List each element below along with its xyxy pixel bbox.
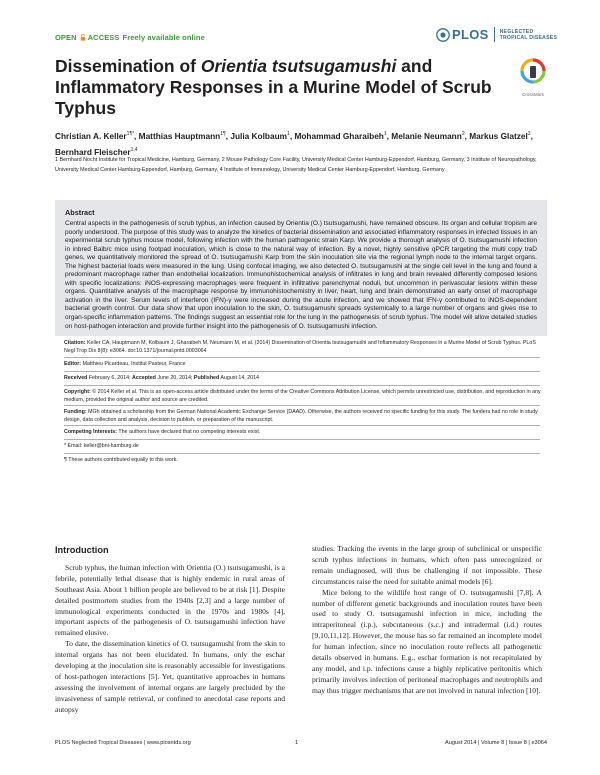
journal-name bbox=[500, 29, 558, 41]
right-column bbox=[312, 544, 542, 697]
crossmark-icon bbox=[520, 58, 546, 86]
left-column bbox=[55, 545, 285, 716]
article-title bbox=[55, 56, 525, 119]
divider bbox=[64, 425, 540, 426]
affiliations: 1 Bernhard Nocht Institute for Tropical Medicine, Hamburg, Germany, 2 Mouse Pathology Core Facility, University Medical Center Hamburg-Eppendorf, Hamburg, Germany, 3 Institute of Neuropathology, University Medical Center Hamburg-Eppendorf, Hamburg, Germany, 4 Institute of Immunology, University Medical Center Hamburg-Eppendorf, Hamburg, Germany bbox=[55, 157, 537, 173]
author-affil: 1¶ bbox=[220, 131, 226, 137]
title-part2: and Inflammatory Responses in a Murine Model of Scrub Typhus bbox=[55, 56, 492, 118]
logo-divider bbox=[494, 27, 495, 42]
author-affil: 3 bbox=[527, 131, 531, 137]
author-affil: 1¶* bbox=[126, 131, 135, 137]
competing-text: The authors have declared that no competing interests exist. bbox=[118, 429, 261, 435]
divider bbox=[64, 371, 540, 372]
competing-interests bbox=[64, 429, 544, 437]
divider bbox=[64, 439, 540, 440]
author-name: , Melanie Neumann bbox=[386, 130, 462, 141]
author-affil: 1 bbox=[287, 131, 290, 137]
title-part1: Dissemination of bbox=[55, 56, 201, 76]
published-date: August 14, 2014 bbox=[220, 375, 260, 381]
page-number: 1 bbox=[295, 740, 299, 746]
divider bbox=[64, 405, 540, 406]
divider bbox=[64, 453, 540, 454]
journal-name-line1: NEGLECTED bbox=[499, 28, 534, 35]
divider bbox=[64, 385, 540, 386]
abstract-heading: Abstract bbox=[65, 208, 95, 217]
plos-logo-icon bbox=[436, 28, 450, 42]
received-label: Received bbox=[64, 375, 88, 381]
title-italic: Orientia tsutsugamushi bbox=[200, 56, 397, 76]
editor bbox=[64, 361, 544, 369]
introduction-heading: Introduction bbox=[55, 545, 109, 555]
paragraph: To date, the dissemination kinetics of O. tsutsugamushi from the skin to internal organs has not been elucidated. In humans, only the eschar developing at the inoculation site is reasonably accessible for investigations of host-pathogen interactions [5]. Yet, quantitative approaches in humans assessing the involvement of internal organs are largely precluded by the invasiveness of sample retrieval, or confined to anecdotal case reports and autopsy bbox=[55, 639, 285, 714]
crossmark-label: CrossMark bbox=[522, 92, 544, 97]
dates bbox=[64, 375, 544, 383]
access-label: ACCESS bbox=[87, 33, 120, 42]
author-name: , Matthias Hauptmann bbox=[134, 130, 221, 141]
email-text[interactable]: * Email: keller@bni-hamburg.de bbox=[64, 443, 139, 449]
editor-text: Matthieu Picardeau, Institut Pasteur, France bbox=[82, 361, 186, 367]
open-lock-icon bbox=[80, 34, 86, 41]
paragraph: Scrub typhus, the human infection with Orientia (O.) tsutsugamushi, is a febrile, potentially lethal disease that is highly endemic in rural areas of Southeast Asia. About 1 billion people are believed to be at risk [1]. Despite detailed postmortem studies from the 1940s [2,3] and a large number of immunological experiments conducted in the 1970s and 1980s [4], important aspects of the pathogenesis of O. tsutsugamushi infection have remained elusive. bbox=[55, 562, 285, 638]
author-name: , Markus Glatzel bbox=[464, 130, 528, 141]
author-name: Christian A. Keller bbox=[55, 130, 127, 141]
abstract-box bbox=[55, 200, 547, 336]
crossmark-badge[interactable] bbox=[515, 58, 551, 97]
received-date: February 6, 2014; bbox=[88, 375, 131, 381]
copyright bbox=[64, 389, 544, 404]
open-access-badge bbox=[55, 33, 205, 42]
email[interactable] bbox=[64, 443, 544, 451]
author-affil: 2 bbox=[461, 131, 465, 137]
author-name: , Mohammad Gharaibeh bbox=[289, 130, 384, 141]
citation-label: Citation: bbox=[64, 340, 86, 346]
plos-wordmark: PLOS bbox=[452, 27, 489, 42]
paragraph: studies. Tracking the events in the large group of subclinical or unspecific scrub typhus infections in humans, which often pass unrecognized or remain undiagnosed, will thus be challenging if not impossible. These circumstances raise the need for suitable animal models [6]. bbox=[312, 544, 542, 586]
author-affil: 1,4 bbox=[130, 146, 138, 153]
citation bbox=[64, 340, 544, 355]
copyright-text: © 2014 Keller et al. This is an open-access article distributed under the terms of the Creative Commons Attribution License, which permits unrestricted use, distribution, and reproduction in any medium, provided the original author and source are credited. bbox=[64, 389, 541, 403]
author-affil: 1 bbox=[383, 131, 387, 137]
plos-ntd-logo bbox=[436, 27, 557, 42]
divider bbox=[64, 357, 540, 358]
published-label: Published bbox=[193, 375, 220, 381]
funding-label: Funding: bbox=[64, 409, 87, 415]
abstract-text: Central aspects in the pathogenesis of scrub typhus, an infection caused by Orientia (O.) tsutsugamushi, have remained obscure. Its organ and cellular tropism are poorly understood. The purpose of this study was to analyze the kinetics of bacterial dissemination and associated inflammatory responses in infected tissues in an experimental scrub typhus mouse model, following infection with the human pathogenic strain Karp. We provide a thorough analysis of O. tsutsugamushi infection in inbred Balb/c mice using footpad inoculation, which is close to the natural way of infection. By a novel, highly sensitive qPCR targeting the multi copy traD genes, we quantitatively monitored the spread of O. tsutsugamushi Karp from the skin inoculation site via the regional lymph node to the internal target organs. The highest bacterial loads were measured in the lung. Using confocal imaging, we also detected O. tsutsugamushi at the single cell level in the lung and found a predominant macrophage rather than endothelial localization. Immunohistochemical analysis of infiltrates in lung and brain revealed differently composed lesions with specific localizations: iNOS-expressing macrophages were frequent in infiltrative parenchymal noduli, but uncommon in perivascular lesions within these organs. Quantitative analysis of the macrophage response by immunohistochemistry in liver, heart, lung and brain demonstrated an early onset of macrophage activation in the liver. Serum levels of interferon (IFN)-γ were increased during the acute infection, and we showed that IFN-γ contributed to iNOS-dependent bacterial growth control. Our data show that upon inoculation to the skin, O. tsutsugamushi spreads systemically to a large number of organs and gives rise to organ-specific inflammation patterns. The findings suggest an essential role for the lung in the pathogenesis of scrub typhus. The model will allow detailed studies on host-pathogen interaction and provide further insight into the pathogenesis of O. tsutsugamushi infection. bbox=[65, 220, 537, 330]
author-list bbox=[55, 127, 555, 159]
journal-name-line2: TROPICAL DISEASES bbox=[499, 34, 558, 41]
footer-journal: PLOS Neglected Tropical Diseases | www.plosntds.org bbox=[55, 740, 191, 746]
equal-contribution-text: ¶ These authors contributed equally to this work. bbox=[64, 457, 178, 463]
citation-text: Keller CA, Hauptmann M, Kolbaum J, Gharaibeh M, Neumann M, et al. (2014) Dissemination of Orientia tsutsugamushi and Inflammatory Responses in a Murine Model of Scrub Typhus. PLoS Negl Trop Dis 8(8): e3064. doi:10.1371/journal.pntd.0003064 bbox=[64, 340, 536, 354]
footer-issue: August 2014 | Volume 8 | Issue 8 | e3064 bbox=[444, 740, 547, 746]
freely-available-label: Freely available online bbox=[122, 33, 205, 42]
competing-label: Competing Interests: bbox=[64, 429, 117, 435]
paragraph: Mice belong to the wildlife host range of O. tsutsugamushi [7,8]. A number of different genetic backgrounds and inoculation routes have been used to study O. tsutsugamushi infection in mice, including the intraperitoneal (i.p.), subcutaneous (s.c.) and intradermal (i.d.) routes [9,10,11,12]. However, the mouse has so far remained an incomplete model for human infection, since no inoculation route reflects all pathogenetic details observed in humans. E.g., eschar formation is not recapitulated by any model, and i.p. infections cause a highly replicative peritonitis which primarily involves infection of peritoneal macrophages and neutrophils and may thus trigger mechanisms that are not involved in natural infection [10]. bbox=[312, 587, 542, 695]
accepted-date: June 20, 2014; bbox=[157, 375, 193, 381]
open-label: OPEN bbox=[55, 33, 77, 42]
copyright-label: Copyright: bbox=[64, 389, 91, 395]
funding-text: MGh obtained a scholarship from the German National Academic Exchange Service (DAAD). Otherwise, the authors received no specific funding for this study. The funders had no role in study design, data collection and analysis, decision to publish, or preparation of the manuscript. bbox=[64, 409, 538, 423]
author-name: , Julia Kolbaum bbox=[225, 130, 288, 141]
equal-contribution bbox=[64, 457, 544, 465]
funding bbox=[64, 409, 544, 424]
accepted-label: Accepted bbox=[132, 375, 156, 381]
editor-label: Editor: bbox=[64, 361, 82, 367]
author-name: , Bernhard Fleischer bbox=[55, 130, 533, 157]
